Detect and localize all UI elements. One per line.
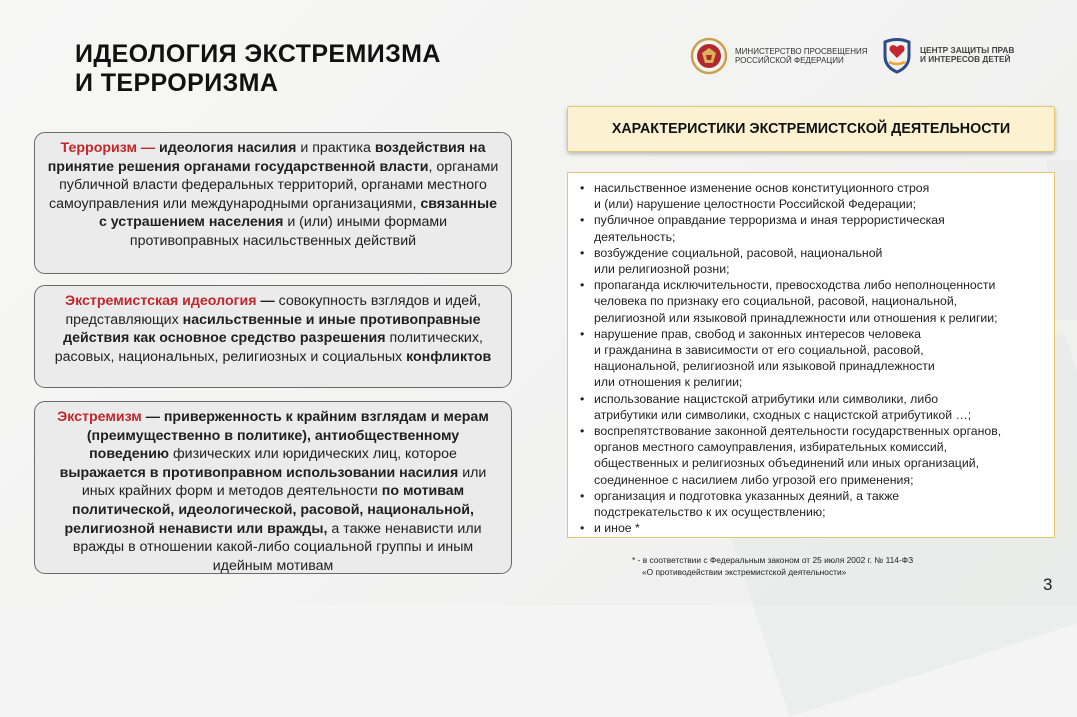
ideology-seg: совокупность взглядов и идей, представляющих (65, 293, 481, 328)
footnote-line-1: * - в соответствии с Федеральным законом от 25 июля 2002 г. № 114-ФЗ (632, 555, 914, 565)
title-line-2: И ТЕРРОРИЗМА (75, 69, 279, 97)
extremism-seg: а также ненависти или вражды в отношении какой-либо социальной группы и иным идейным мотивам (72, 520, 482, 574)
extremism-seg: или иных крайних форм и методов деятельности (81, 464, 487, 500)
ideology-seg: — (256, 293, 279, 309)
page-number: 3 (1043, 575, 1053, 594)
characteristics-header: ХАРАКТЕРИСТИКИ ЭКСТРЕМИСТСКОЙ ДЕЯТЕЛЬНОСТИ (567, 106, 1055, 152)
center-logo (880, 36, 1014, 74)
center-name-line-1: ЦЕНТР ЗАЩИТЫ ПРАВ (920, 44, 1015, 55)
ideology-seg: конфликтов (406, 348, 492, 365)
characteristics-list (580, 180, 1046, 536)
slide-title (75, 40, 441, 98)
terrorism-seg: Терроризм — (60, 140, 160, 156)
ministry-emblem-icon (689, 36, 729, 76)
title-line-1: ИДЕОЛОГИЯ ЭКСТРЕМИЗМА (75, 40, 441, 68)
ideology-seg: насильственные и иные противоправные действия как основное средство разрешения (63, 311, 481, 347)
ministry-logo (689, 36, 868, 76)
center-name-line-2: И ИНТЕРЕСОВ ДЕТЕЙ (920, 54, 1011, 64)
terrorism-seg: идеология насилия (159, 140, 297, 156)
ministry-logo-text (735, 47, 868, 66)
center-emblem-icon (880, 36, 914, 74)
ministry-name-line-2: РОССИЙСКОЙ ФЕДЕРАЦИИ (735, 56, 844, 65)
terrorism-definition-box (34, 132, 512, 274)
terrorism-seg: и практика (296, 140, 375, 156)
extremism-seg: по мотивам политической, идеологической, расовой, национальной, религиозной ненависти или вражды, (64, 483, 474, 537)
characteristic-item: • нарушение прав, свобод и законных интересов человека и гражданина в зависимости от его социальной, расовой, национальной, религиозной или языковой принадлежности или отношения к религии; (580, 326, 1046, 391)
characteristic-item: • воспрепятствование законной деятельности государственных органов, органов местного самоуправления, избирательных комиссий, общественных и религиозных объединений или иных организаций, соединенное с насилием либо угрозой его применения; (580, 423, 1046, 488)
characteristic-item: • публичное оправдание терроризма и иная террористическая деятельность; (580, 212, 1046, 244)
characteristic-item: • организация и подготовка указанных деяний, а также подстрекательство к их осуществлению; (580, 488, 1046, 520)
extremist-ideology-definition-box (34, 285, 512, 388)
characteristics-box (567, 172, 1055, 538)
ideology-seg: Экстремистская идеология (65, 293, 257, 309)
terrorism-seg: воздействия на принятие решения органами государственной власти (47, 140, 486, 175)
footnote (632, 555, 913, 578)
ministry-name-line-1: МИНИСТЕРСТВО ПРОСВЕЩЕНИЯ (735, 46, 868, 56)
center-logo-text (920, 46, 1014, 65)
characteristic-item: • использование нацистской атрибутики или символики, либо атрибутики или символики, сходных с нацистской атрибутикой …; (580, 391, 1046, 423)
extremism-seg: Экстремизм (57, 409, 142, 425)
terrorism-seg: и (или) иными формами противоправных насильственных действий (129, 214, 448, 249)
extremism-definition-box (34, 401, 512, 574)
extremism-seg: выражается в противоправном использовании насилия (59, 464, 459, 481)
characteristic-item: • и иное * (580, 520, 1046, 536)
footnote-line-2: «О противодействии экстремистской деятельности» (642, 566, 847, 577)
characteristic-item: • пропаганда исключительности, превосходства либо неполноценности человека по признаку его социальной, расовой, национальной, религиозной или языковой принадлежности или отношения к религии; (580, 277, 1046, 326)
characteristic-item: • возбуждение социальной, расовой, национальной или религиозной розни; (580, 245, 1046, 277)
extremism-seg: физических или юридических лиц, которое (169, 446, 457, 463)
extremism-seg: — приверженность к крайним взглядам и мерам (преимущественно в политике), антиобщественному поведению (86, 409, 489, 463)
terrorism-seg: связанные с устрашением населения (98, 195, 497, 231)
terrorism-seg: , органами публичной власти федеральных территорий, органами местного самоуправления или международными организациями, (49, 158, 499, 212)
ideology-seg: политических, расовых, национальных, религиозных и социальных (54, 330, 483, 365)
characteristic-item: • насильственное изменение основ конституционного строя и (или) нарушение целостности Российской Федерации; (580, 180, 1046, 212)
